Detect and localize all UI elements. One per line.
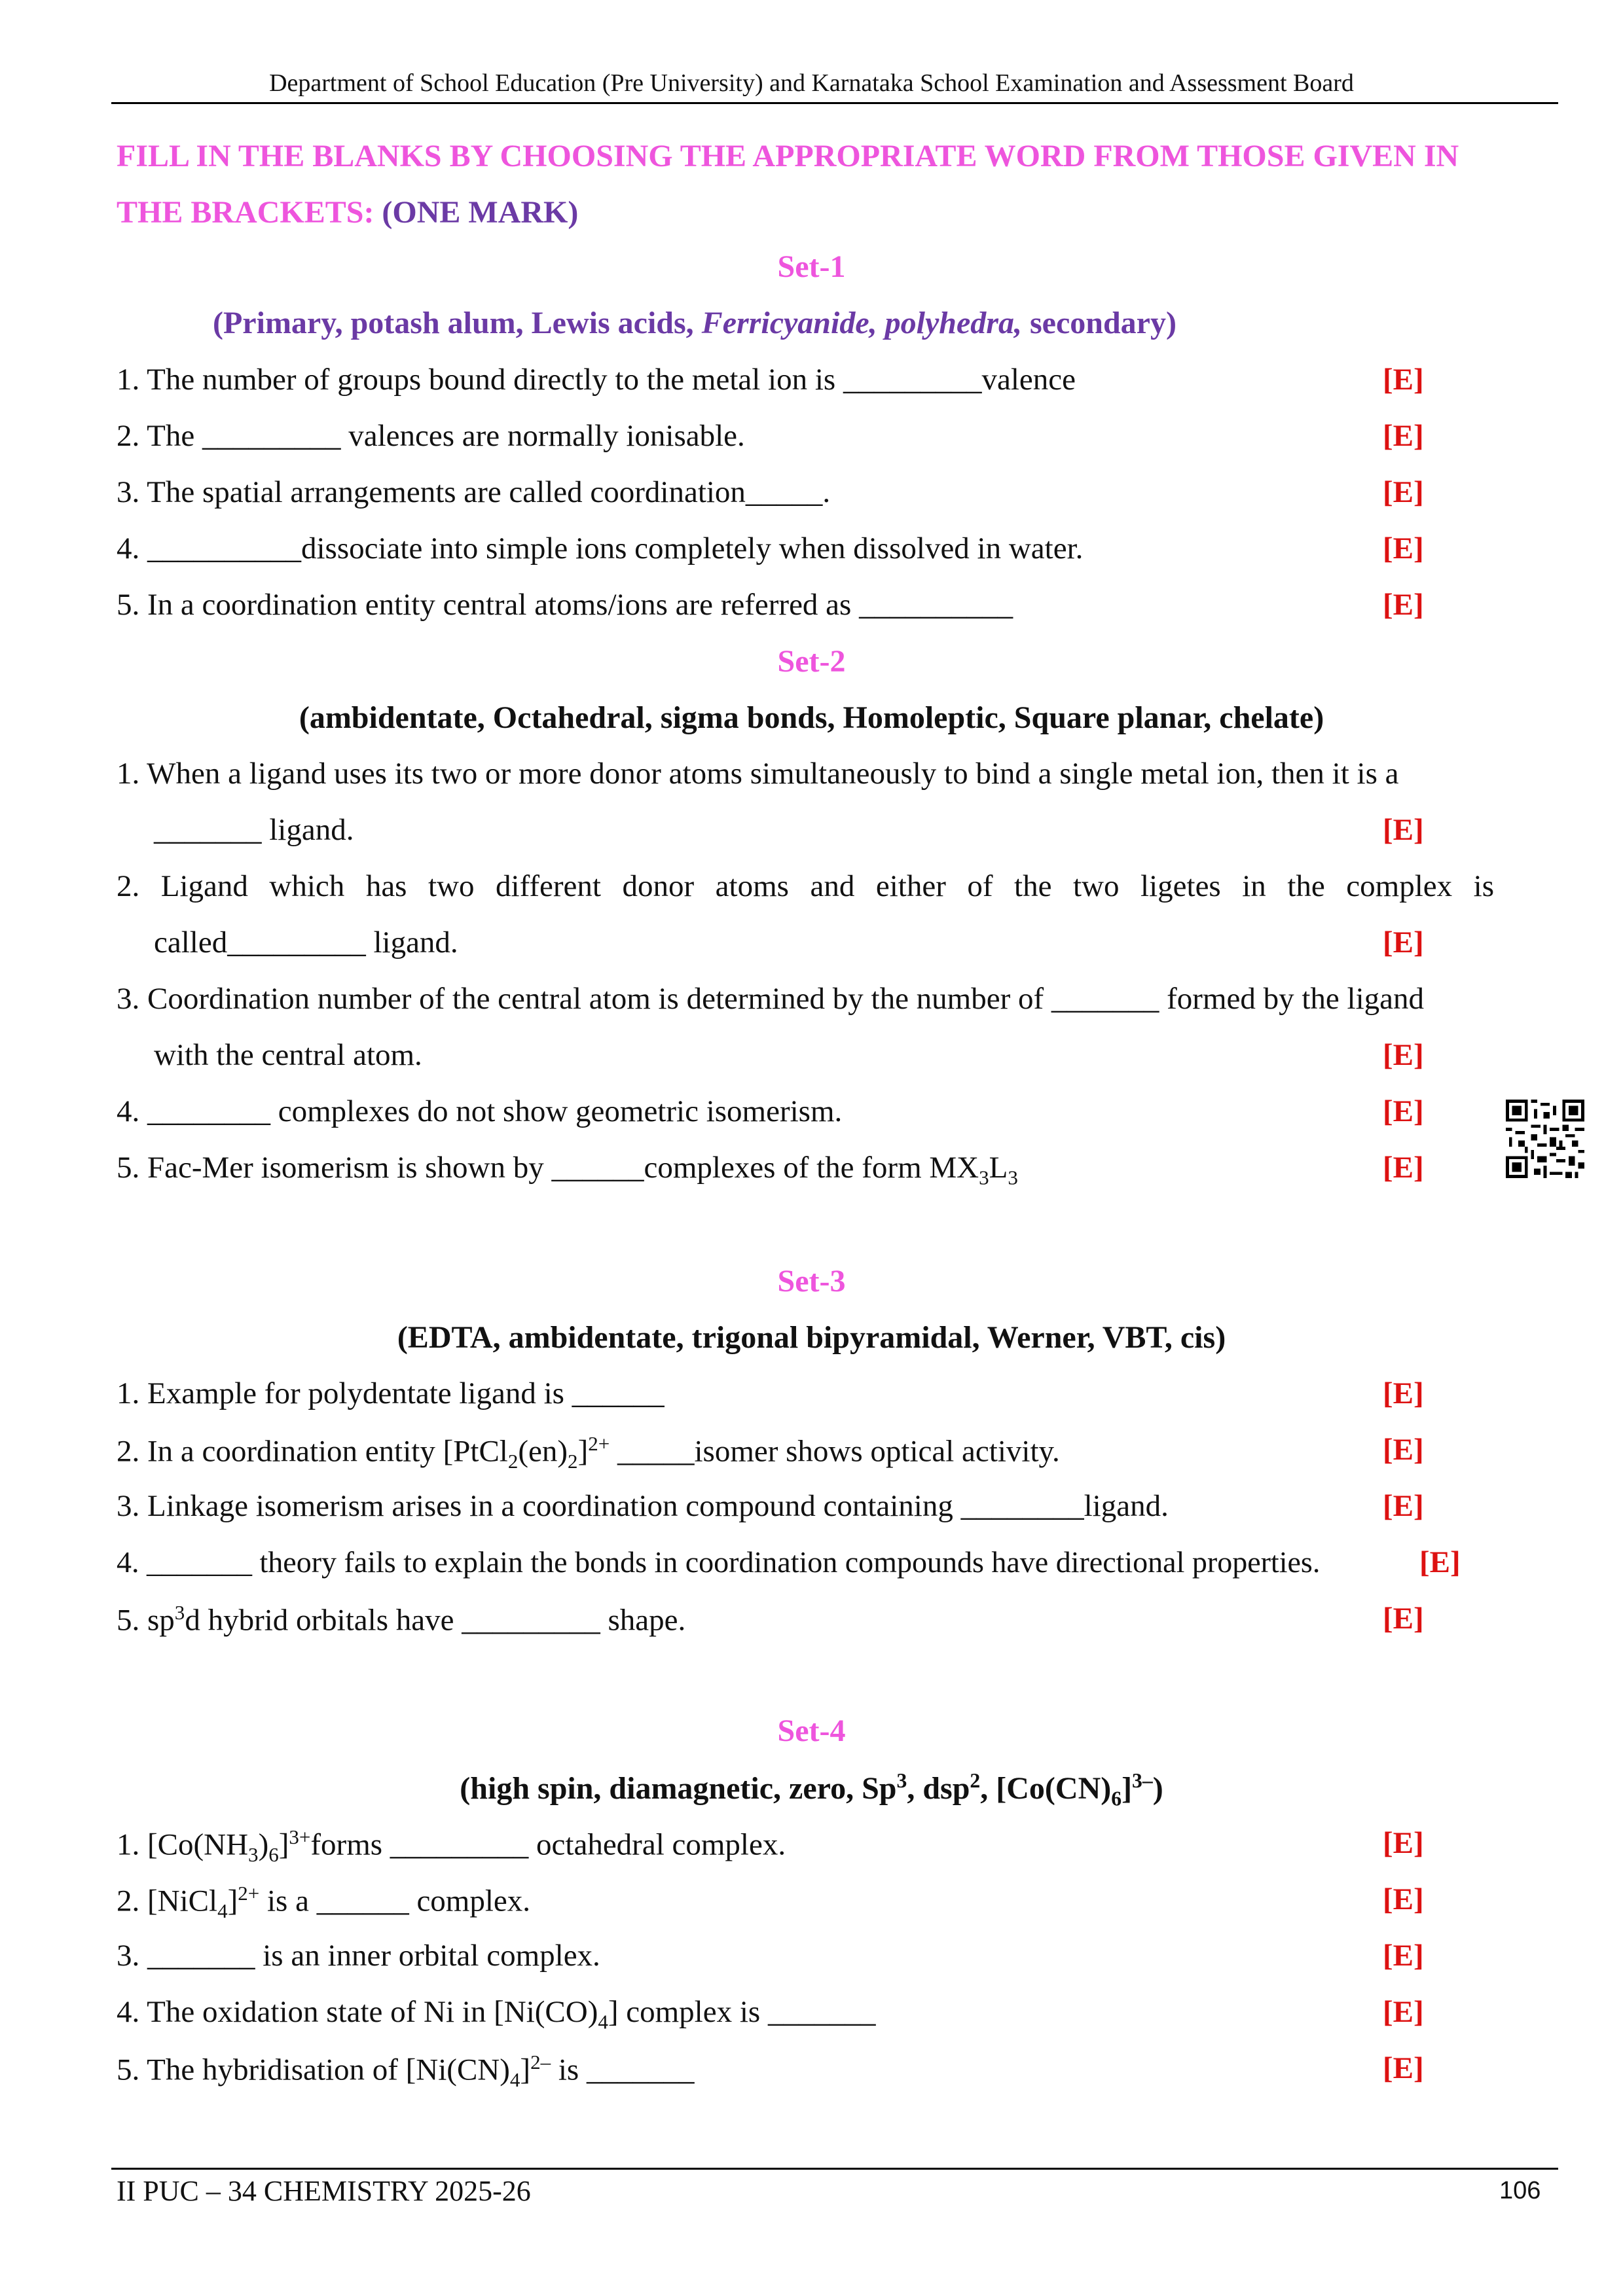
set4-tag-1: [E] (1383, 1826, 1424, 1860)
set3-q5-text-b: d hybrid orbitals have _________ shape. (185, 1603, 686, 1638)
set4-word-bank (0, 1769, 1623, 1811)
set1-question-3: 3. The spatial arrangements are called coordination_____. (117, 475, 831, 509)
set2-tag-4: [E] (1383, 1094, 1424, 1128)
set2-question-2-line1: 2. Ligand which has two different donor atoms and either of the two ligetes in the complex is (117, 869, 1494, 903)
set4-q5-text-c: is _______ (551, 2053, 695, 2087)
set2-tag-2: [E] (1383, 925, 1424, 960)
set4-words-a: (high spin, diamagnetic, zero, Sp (460, 1771, 897, 1806)
set3-tag-1: [E] (1383, 1376, 1424, 1410)
set1-tag-5: [E] (1383, 588, 1424, 622)
set4-words-sup1: 3 (896, 1769, 907, 1792)
set4-q1-text-c: ] (278, 1827, 289, 1862)
set3-word-bank: (EDTA, ambidentate, trigonal bipyramidal, Werner, VBT, cis) (397, 1320, 1226, 1355)
set4-q5-text-b: ] (520, 2053, 531, 2087)
set2-tag-5: [E] (1383, 1151, 1424, 1185)
set2-word-bank: (ambidentate, Octahedral, sigma bonds, Homoleptic, Square planar, chelate) (299, 700, 1324, 735)
set4-q1-sub1: 3 (248, 1843, 259, 1867)
set3-tag-3: [E] (1383, 1489, 1424, 1523)
set4-q4-sub: 4 (598, 2010, 608, 2034)
set4-tag-3: [E] (1383, 1939, 1424, 1973)
set4-words-c: , [Co(CN) (980, 1771, 1112, 1806)
set2-q5-sub2: 3 (1008, 1166, 1018, 1189)
footer-course-label: II PUC – 34 CHEMISTRY 2025-26 (117, 2175, 531, 2207)
set4-q1-sup: 3+ (289, 1825, 311, 1848)
set4-q2-sup: 2+ (238, 1882, 260, 1905)
set4-q1-text-a: 1. [Co(NH (117, 1827, 249, 1862)
set2-question-2-line2: called_________ ligand. (154, 925, 458, 960)
page-header: Department of School Education (Pre University) and Karnataka School Examination and Assessment Board (269, 69, 1354, 97)
set3-q2-sup: 2+ (588, 1432, 610, 1455)
set2-tag-3: [E] (1383, 1038, 1424, 1072)
set1-tag-3: [E] (1383, 475, 1424, 509)
set4-words-sub: 6 (1111, 1787, 1122, 1810)
set3-q5-sup: 3 (174, 1601, 185, 1624)
set3-title: Set-3 (777, 1264, 846, 1299)
set2-q5-text-b: L (989, 1151, 1008, 1185)
set1-title: Set-1 (777, 249, 846, 284)
page-number: 106 (1499, 2177, 1541, 2204)
set4-q2-sub: 4 (217, 1899, 228, 1923)
set1-question-4: 4. __________dissociate into simple ions completely when dissolved in water. (117, 531, 1084, 565)
set2-question-4: 4. ________ complexes do not show geometric isomerism. (117, 1094, 843, 1128)
set4-q1-text-b: ) (258, 1827, 269, 1862)
set4-question-4 (117, 1994, 875, 2034)
set4-words-e: ) (1152, 1771, 1163, 1806)
set3-tag-5: [E] (1383, 1602, 1424, 1636)
set1-words-a: (Primary, potash alum, Lewis acids, (213, 306, 702, 340)
set4-q1-text-d: forms _________ octahedral complex. (310, 1827, 786, 1862)
set3-question-4: 4. _______ theory fails to explain the bonds in coordination compounds have directional properties. (117, 1545, 1321, 1579)
instructions-heading-line1: FILL IN THE BLANKS BY CHOOSING THE APPROPRIATE WORD FROM THOSE GIVEN IN (117, 139, 1459, 173)
set1-word-bank (213, 305, 1176, 341)
set4-title: Set-4 (777, 1713, 846, 1748)
set3-q2-text-d: _____isomer shows optical activity. (610, 1434, 1060, 1469)
set4-q4-text-a: 4. The oxidation state of Ni in [Ni(CO) (117, 1995, 598, 2029)
footer-rule (111, 2168, 1558, 2170)
set2-question-1-line2: _______ ligand. (154, 813, 354, 847)
set1-tag-4: [E] (1383, 531, 1424, 565)
set3-tag-4: [E] (1419, 1545, 1461, 1579)
set3-q2-sub1: 2 (507, 1450, 519, 1473)
set4-q2-text-b: ] (227, 1884, 238, 1918)
instructions-heading-text: THE BRACKETS: (117, 195, 374, 230)
set3-q2-sub2: 2 (568, 1450, 578, 1473)
set2-question-5 (117, 1150, 1018, 1189)
set4-words-sup3: 3– (1132, 1769, 1153, 1792)
set1-tag-2: [E] (1383, 419, 1424, 453)
set2-q5-sub1: 3 (979, 1166, 989, 1189)
set3-question-1: 1. Example for polydentate ligand is ______ (117, 1376, 665, 1410)
qr-code-icon (1506, 1100, 1584, 1178)
set1-question-5: 5. In a coordination entity central atoms/ions are referred as __________ (117, 588, 1013, 622)
set4-words-sup2: 2 (970, 1769, 981, 1792)
set3-q5-text-a: 5. sp (117, 1603, 175, 1638)
set1-question-2: 2. The _________ valences are normally ionisable. (117, 419, 745, 453)
set1-tag-1: [E] (1383, 363, 1424, 397)
set4-q5-text-a: 5. The hybridisation of [Ni(CN) (117, 2053, 510, 2087)
set3-question-3: 3. Linkage isomerism arises in a coordination compound containing ________ligand. (117, 1489, 1169, 1523)
set4-words-d: ] (1122, 1771, 1133, 1806)
set4-tag-5: [E] (1383, 2051, 1424, 2085)
set4-q2-text-a: 2. [NiCl (117, 1884, 218, 1918)
set4-tag-2: [E] (1383, 1882, 1424, 1916)
set4-q1-sub2: 6 (268, 1843, 279, 1867)
set2-title: Set-2 (777, 644, 846, 679)
set2-question-1-line1: 1. When a ligand uses its two or more donor atoms simultaneously to bind a single metal ion, then it is a (117, 757, 1399, 791)
set4-question-2 (117, 1882, 530, 1923)
set2-q5-text-a: 5. Fac-Mer isomerism is shown by ______complexes of the form MX (117, 1151, 979, 1185)
set1-words-italic: Ferricyanide, polyhedra, (701, 306, 1022, 340)
set3-q2-text-c: ] (577, 1434, 589, 1469)
set2-question-3-line1: 3. Coordination number of the central atom is determined by the number of _______ formed by the ligand (117, 982, 1425, 1016)
set3-tag-2: [E] (1383, 1433, 1424, 1467)
set3-q2-text-a: 2. In a coordination entity [PtCl (117, 1434, 508, 1469)
instructions-heading-line2 (117, 185, 578, 241)
set4-q2-text-c: is a ______ complex. (259, 1884, 531, 1918)
set2-question-3-line2: with the central atom. (154, 1038, 422, 1072)
set4-words-b: , dsp (907, 1771, 970, 1806)
set1-words-c: secondary) (1021, 306, 1176, 340)
header-rule (111, 102, 1558, 104)
set4-question-5 (117, 2051, 694, 2092)
set4-question-1 (117, 1825, 786, 1867)
marks-label: (ONE MARK) (382, 195, 579, 230)
set4-question-3: 3. _______ is an inner orbital complex. (117, 1939, 600, 1973)
set4-tag-4: [E] (1383, 1995, 1424, 2029)
set3-question-5 (117, 1601, 685, 1638)
set2-tag-1: [E] (1383, 813, 1424, 847)
set4-q5-sub: 4 (509, 2068, 520, 2092)
set3-q2-text-b: (en) (518, 1434, 568, 1469)
set3-question-2 (117, 1432, 1060, 1473)
set4-q4-text-b: ] complex is _______ (608, 1995, 876, 2029)
set4-q5-sup: 2– (530, 2051, 551, 2073)
set1-question-1: 1. The number of groups bound directly to the metal ion is _________valence (117, 363, 1076, 397)
